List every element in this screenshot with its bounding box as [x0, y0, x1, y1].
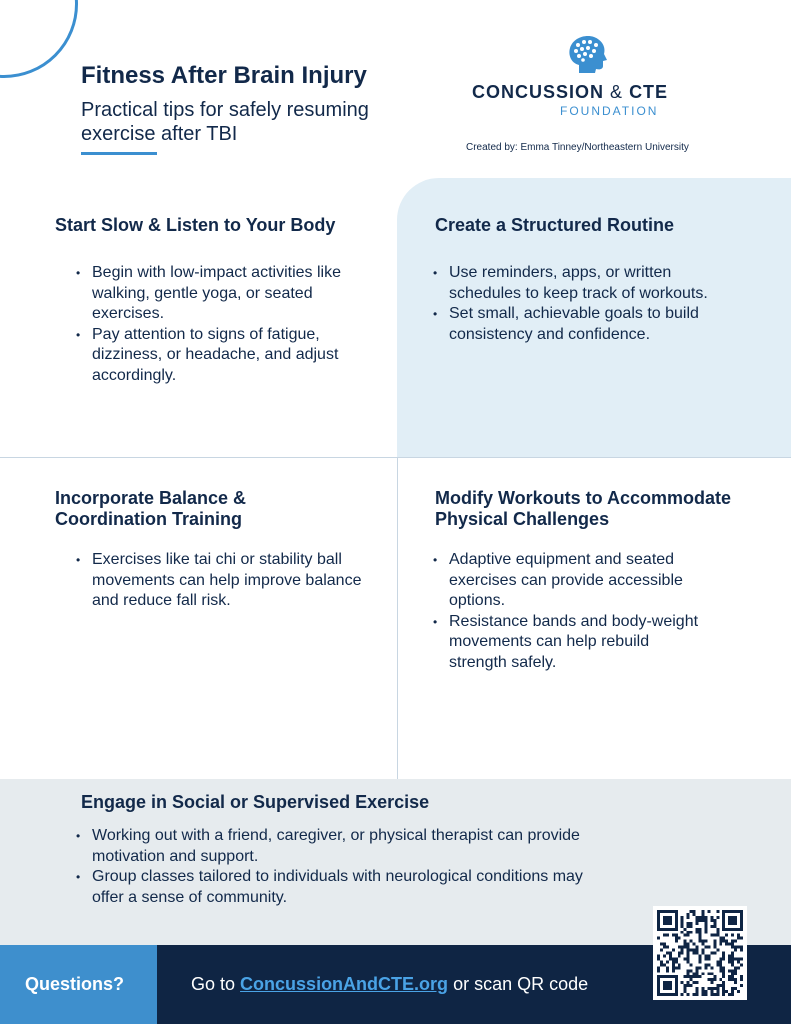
list-item: • Group classes tailored to individuals with neurological conditions may offer a sense of community. — [74, 867, 604, 908]
website-link[interactable]: ConcussionAndCTE.org — [240, 974, 449, 994]
list-item: • Exercises like tai chi or stability ball movements can help improve balance and reduce fall risk. — [74, 550, 364, 612]
brain-head-icon — [565, 33, 609, 75]
section-title-start-slow: Start Slow & Listen to Your Body — [55, 215, 336, 235]
title-underline — [81, 152, 157, 155]
list-item: • Begin with low-impact activities like walking, gentle yoga, or seated exercises. — [74, 263, 364, 325]
list-item: • Set small, achievable goals to build consistency and confidence. — [431, 304, 736, 345]
list-item: • Working out with a friend, caregiver, or physical therapist can provide motivation and support. — [74, 826, 604, 867]
section-title-routine: Create a Structured Routine — [435, 215, 675, 235]
section-list-modify — [431, 550, 711, 673]
section-title-balance: Incorporate Balance & Coordination Training — [55, 488, 247, 529]
questions-label: Questions? — [25, 974, 125, 994]
list-item: • Resistance bands and body-weight movements can help rebuild strength safely. — [431, 612, 711, 674]
page-subtitle: Practical tips for safely resuming exercise after TBI — [81, 99, 369, 145]
section-list-routine — [431, 263, 736, 345]
logo-subtitle: FOUNDATION — [560, 104, 659, 118]
footer-questions-block — [0, 945, 157, 1024]
list-item: • Use reminders, apps, or written schedules to keep track of workouts. — [431, 263, 736, 304]
qr-code-icon[interactable] — [653, 906, 747, 1000]
list-item: • Adaptive equipment and seated exercises can provide accessible options. — [431, 550, 711, 612]
section-list-balance — [74, 550, 364, 612]
section-list-start-slow — [74, 263, 364, 386]
section-title-social: Engage in Social or Supervised Exercise — [81, 792, 430, 812]
section-title-modify: Modify Workouts to Accommodate Physical Challenges — [435, 488, 732, 529]
section-list-social — [74, 826, 604, 908]
decorative-circle — [0, 0, 78, 78]
list-item: • Pay attention to signs of fatigue, dizziness, or headache, and adjust accordingly. — [74, 325, 364, 387]
footer-cta-prefix: Go to — [191, 974, 236, 994]
grid-divider-vertical — [397, 457, 398, 779]
footer-cta — [191, 974, 588, 995]
author-credit: Created by: Emma Tinney/Northeastern University — [466, 142, 689, 153]
grid-divider-horizontal — [0, 457, 791, 458]
logo-wordmark: CONCUSSION & CTE — [472, 82, 669, 102]
footer-cta-suffix: or scan QR code — [453, 974, 589, 994]
page-title: Fitness After Brain Injury — [81, 62, 367, 89]
